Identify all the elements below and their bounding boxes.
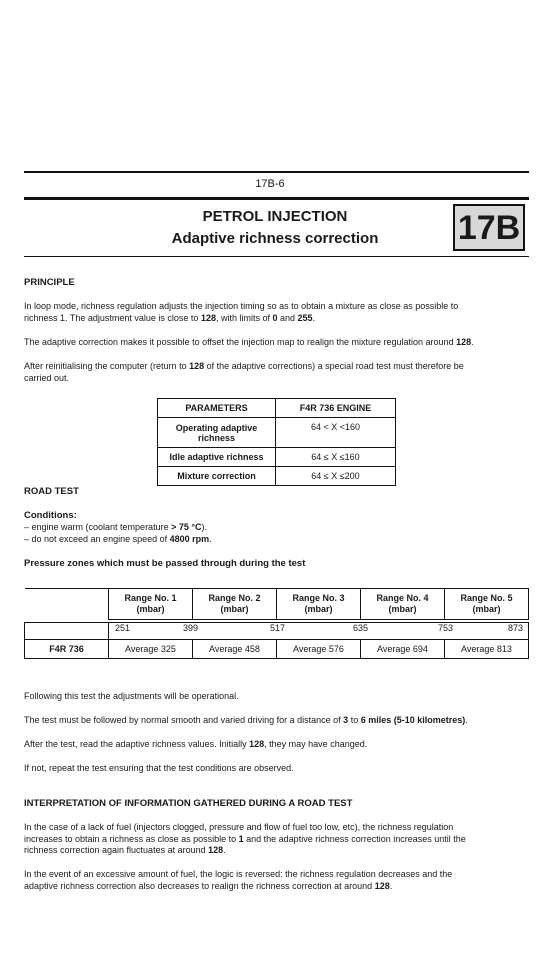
table-row <box>158 418 396 448</box>
table-header-row <box>158 399 396 418</box>
list-item: – do not exceed an engine speed of 4800 rpm. <box>24 533 212 544</box>
principle-heading: PRINCIPLE <box>24 277 75 288</box>
page-title: PETROL INJECTION <box>202 208 348 225</box>
range-average: Average 458 <box>193 640 277 659</box>
table-row <box>158 448 396 467</box>
road-test-heading: ROAD TEST <box>24 486 79 497</box>
column-header: F4R 736 ENGINE <box>276 399 396 418</box>
range-average: Average 576 <box>277 640 361 659</box>
pressure-zones-heading: Pressure zones which must be passed through during the test <box>24 558 306 569</box>
principle-paragraph-3: After reinitialising the computer (return to 128 of the adaptive corrections) a special road test must therefore be carried out. <box>24 361 464 383</box>
after-test-paragraph-2: The test must be followed by normal smooth and varied driving for a distance of 3 to 6 miles (5-10 kilometres). <box>24 715 468 725</box>
page-number: 17B-6 <box>255 178 285 190</box>
range-header: Range No. 5 (mbar) <box>445 589 529 620</box>
parameters-table <box>157 398 396 486</box>
principle-paragraph-1: In loop mode, richness regulation adjusts the injection timing so as to obtain a mixture as close as possible to richness 1. The adjustment value is close to 128, with limits of 0 and 255. <box>24 301 459 323</box>
range-bound: 635 <box>353 623 369 633</box>
header-rule <box>24 197 529 200</box>
interpretation-heading: INTERPRETATION OF INFORMATION GATHERED DURING A ROAD TEST <box>24 798 353 809</box>
principle-paragraph-2: The adaptive correction makes it possible to offset the injection map to realign the mixture regulation around 128. <box>24 337 474 347</box>
interpretation-paragraph-2: In the event of an excessive amount of fuel, the logic is reversed: the richness regulation decreases and the adaptive richness correction also decreases to realign the richness correction at around 128. <box>24 869 453 891</box>
after-test-paragraph-3: After the test, read the adaptive richness values. Initially 128, they may have changed. <box>24 739 368 749</box>
list-item: – engine warm (coolant temperature > 75 °C). <box>24 522 207 532</box>
parameter-name: Operating adaptive richness <box>158 418 276 448</box>
parameter-name: Mixture correction <box>158 467 276 486</box>
conditions-list <box>24 522 514 545</box>
top-rule <box>24 171 529 173</box>
column-header: PARAMETERS <box>158 399 276 418</box>
averages-row <box>25 640 529 659</box>
range-average: Average 694 <box>361 640 445 659</box>
interpretation-paragraph-1: In the case of a lack of fuel (injectors clogged, pressure and flow of fuel too low, etc), the richness regulation increases to obtain a richness as close as possible to 1 and the adaptive richness correction increases until the richness correction again fluctuates at around 128. <box>24 822 466 855</box>
engine-label: F4R 736 <box>25 640 109 659</box>
range-bound: 251 <box>115 623 131 633</box>
range-header: Range No. 1 (mbar) <box>109 589 193 620</box>
table-corner <box>25 589 109 620</box>
range-header: Range No. 3 (mbar) <box>277 589 361 620</box>
parameter-value: 64 ≤ X ≤200 <box>276 467 396 486</box>
range-bound: 399 <box>183 623 199 633</box>
conditions-heading: Conditions: <box>24 510 77 521</box>
range-bound: 517 <box>270 623 286 633</box>
range-header: Range No. 2 (mbar) <box>193 589 277 620</box>
page-subtitle: Adaptive richness correction <box>171 230 379 247</box>
table-row <box>158 467 396 486</box>
after-test-paragraph-1: Following this test the adjustments will be operational. <box>24 691 239 701</box>
parameter-value: 64 ≤ X ≤160 <box>276 448 396 467</box>
range-bound: 873 <box>508 623 524 633</box>
parameter-name: Idle adaptive richness <box>158 448 276 467</box>
range-header: Range No. 4 (mbar) <box>361 589 445 620</box>
parameter-value: 64 < X <160 <box>276 418 396 448</box>
range-average: Average 325 <box>109 640 193 659</box>
range-average: Average 813 <box>445 640 529 659</box>
range-bound: 753 <box>438 623 454 633</box>
ranges-header-row <box>25 589 529 620</box>
section-badge: 17B <box>453 204 525 251</box>
after-test-paragraph-4: If not, repeat the test ensuring that the test conditions are observed. <box>24 763 294 773</box>
header-bottom-rule <box>24 256 529 257</box>
